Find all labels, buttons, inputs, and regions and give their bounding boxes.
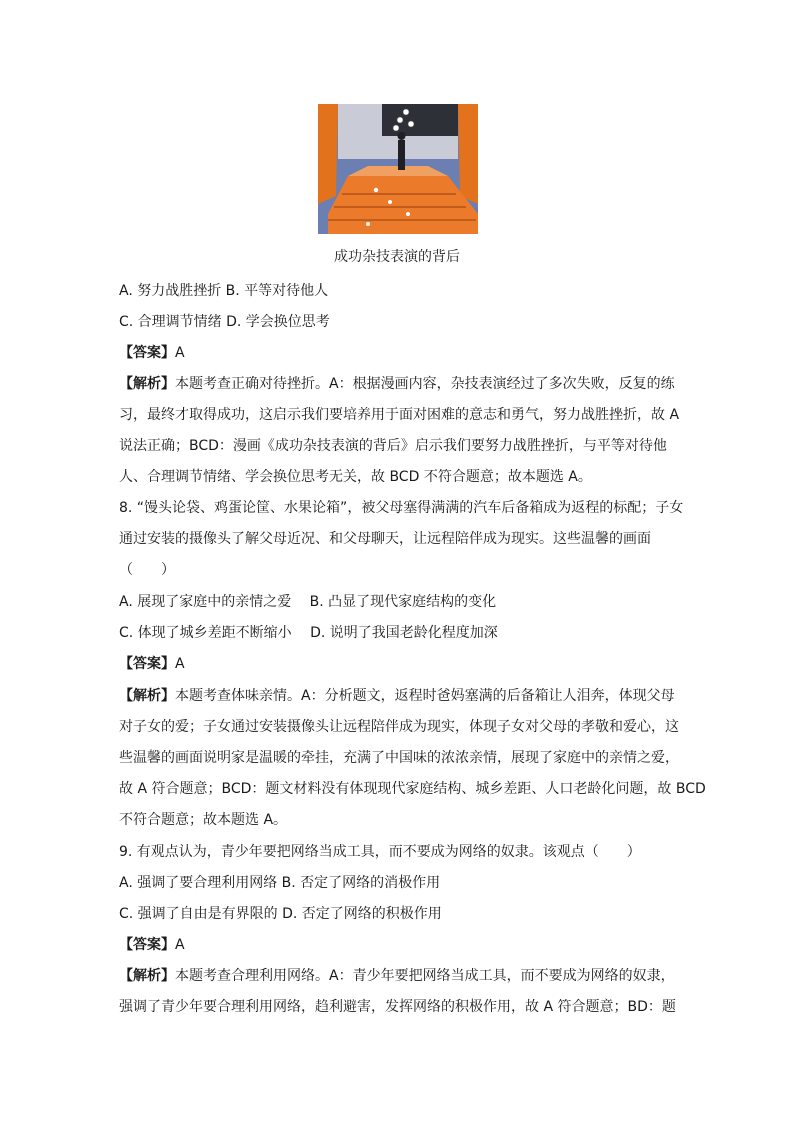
q8-analysis-line: 故 A 符合题意；BCD：题文材料没有体现现代家庭结构、城乡差距、人口老龄化问题，故 BCD <box>119 781 706 797</box>
acrobat-cartoon-image <box>318 104 478 234</box>
performer <box>398 140 405 170</box>
juggling-plate <box>403 109 409 115</box>
q7-analysis-line: 说法正确；BCD：漫画《成功杂技表演的背后》启示我们要努力战胜挫折，与平等对待他 <box>119 438 667 454</box>
q9-analysis-line <box>119 966 679 986</box>
q7-analysis-line: 习，最终才取得成功，这启示我们要培养用于面对困难的意志和勇气，努力战胜挫折，故 A <box>119 407 680 423</box>
fallen-plate <box>406 212 410 216</box>
answer-label: 【答案】 <box>119 656 175 672</box>
answer-label: 【答案】 <box>119 937 175 953</box>
q8-option-line: C. 体现了城乡差距不断缩小 D. 说明了我国老龄化程度加深 <box>119 625 498 641</box>
q9-analysis-line: 强调了青少年要合理利用网络，趋利避害，发挥网络的积极作用，故 A 符合题意；BD：题 <box>119 999 676 1015</box>
fallen-plate <box>374 188 378 192</box>
q9-answer <box>119 935 679 955</box>
q8-analysis-line: 不符合题意；故本题选 A。 <box>119 812 288 828</box>
answer-label: 【答案】 <box>119 345 175 361</box>
analysis-label: 【解析】 <box>119 688 175 704</box>
analysis-label: 【解析】 <box>119 376 175 392</box>
fallen-plate <box>388 200 392 204</box>
left-curtain <box>318 104 338 204</box>
q8-stem-line: 通过安装的摄像头了解父母近况、和父母聊天，让远程陪伴成为现实。这些温馨的画面 <box>119 531 651 547</box>
q8-analysis-line: 对子女的爱；子女通过安装摄像头让远程陪伴成为现实，体现子女对父母的孝敬和爱心，这 <box>119 719 679 735</box>
answer-value: A <box>175 937 185 953</box>
figure-caption: 成功杂技表演的背后 <box>334 249 460 265</box>
q9-option-line: A. 强调了要合理利用网络 B. 否定了网络的消极作用 <box>119 875 441 891</box>
q9-option-line: C. 强调了自由是有界限的 D. 否定了网络的积极作用 <box>119 906 442 922</box>
q7-analysis-line <box>119 374 679 394</box>
q7-analysis-line: 人、合理调节情绪、学会换位思考无关，故 BCD 不符合题意；故本题选 A。 <box>119 469 592 485</box>
analysis-text: 本题考查正确对待挫折。A：根据漫画内容，杂技表演经过了多次失败，反复的练 <box>175 376 675 392</box>
answer-value: A <box>175 345 185 361</box>
q9-stem-line: 9. 有观点认为，青少年要把网络当成工具，而不要成为网络的奴隶。该观点（ ） <box>119 844 641 860</box>
juggling-plate <box>408 121 414 127</box>
q8-answer <box>119 654 679 674</box>
q8-stem-line: 8. “馒头论袋、鸡蛋论筐、水果论箱”，被父母塞得满满的汽车后备箱成为返程的标配；子女 <box>119 500 684 516</box>
performer-head <box>398 132 406 140</box>
q8-analysis-line <box>119 686 679 706</box>
analysis-text: 本题考查合理利用网络。A：青少年要把网络当成工具，而不要成为网络的奴隶， <box>175 968 675 984</box>
fallen-plate <box>366 222 370 226</box>
q7-option-line: A. 努力战胜挫折 B. 平等对待他人 <box>119 283 329 299</box>
juggling-plate <box>393 125 399 131</box>
right-curtain <box>458 104 478 204</box>
q7-option-line: C. 合理调节情绪 D. 学会换位思考 <box>119 314 330 330</box>
q8-option-line: A. 展现了家庭中的亲情之爱 B. 凸显了现代家庭结构的变化 <box>119 594 497 610</box>
q7-answer <box>119 343 679 363</box>
analysis-text: 本题考查体味亲情。A：分析题文，返程时爸妈塞满的后备箱让人泪奔，体现父母 <box>175 688 675 704</box>
analysis-label: 【解析】 <box>119 968 175 984</box>
audience-silhouette <box>382 104 458 136</box>
q8-stem-line: （ ） <box>119 562 175 578</box>
answer-value: A <box>175 656 185 672</box>
juggling-plate <box>397 117 403 123</box>
q8-analysis-line: 些温馨的画面说明家是温暖的牵挂，充满了中国味的浓浓亲情，展现了家庭中的亲情之爱， <box>119 750 679 766</box>
